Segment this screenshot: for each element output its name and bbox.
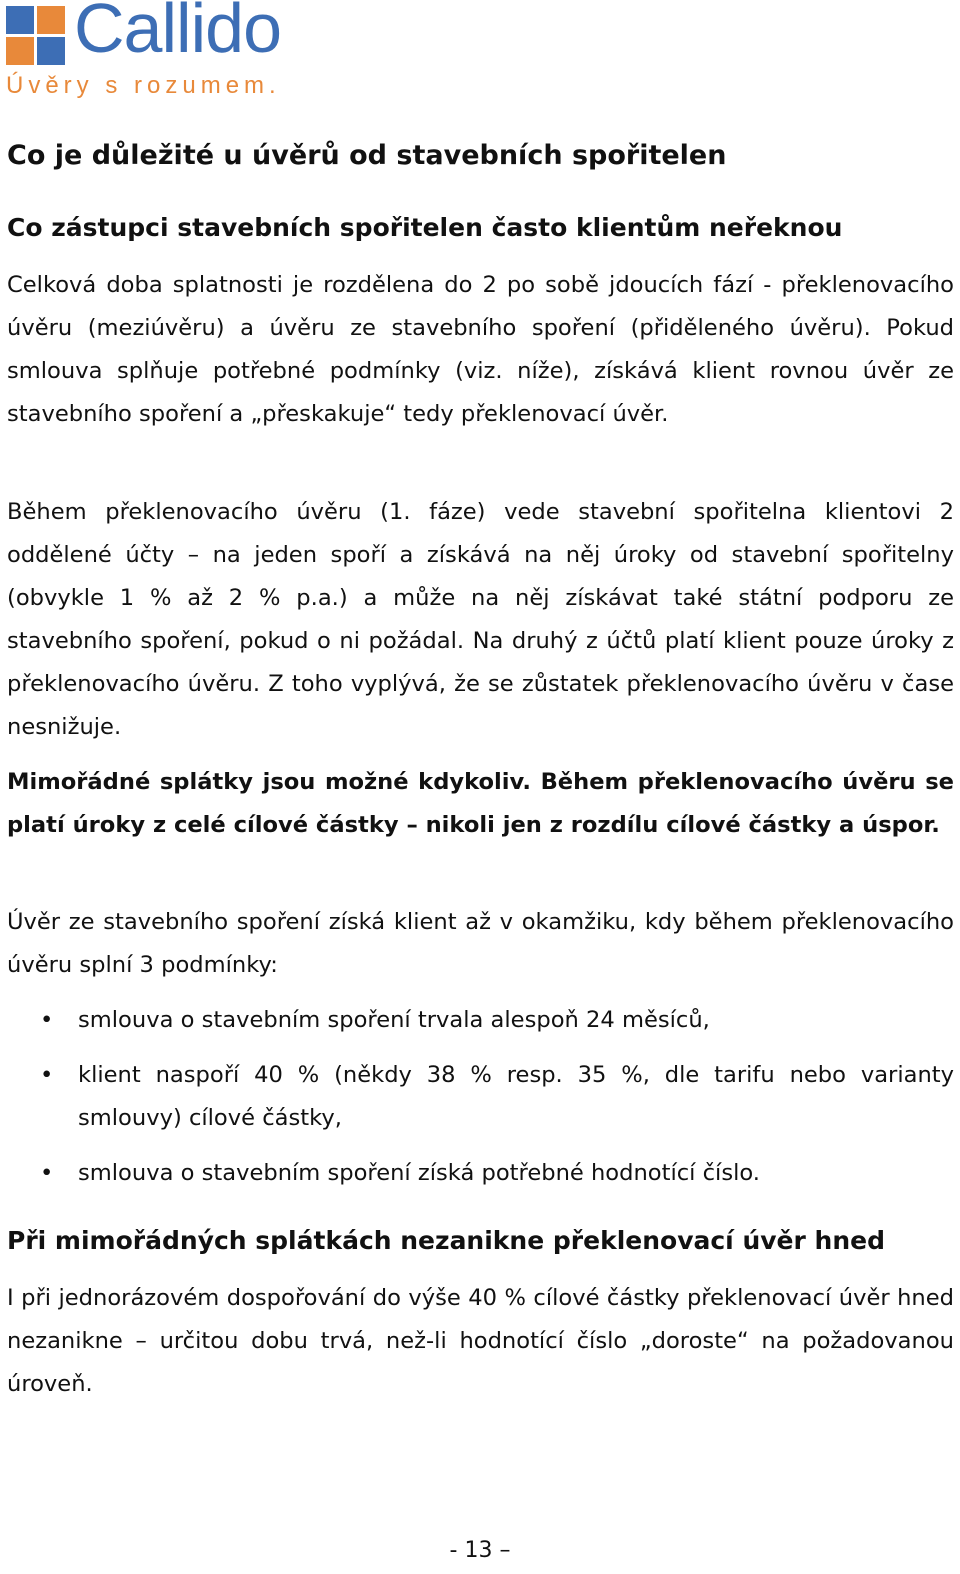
page-title: Co je důležité u úvěrů od stavebních spořitelen xyxy=(7,140,727,171)
logo-square xyxy=(37,37,65,65)
conditions-list xyxy=(7,999,954,1207)
list-item-text: smlouva o stavebním spoření trvala alespoň 24 měsíců, xyxy=(78,1007,710,1033)
list-item-text: smlouva o stavebním spoření získá potřebné hodnotící číslo. xyxy=(78,1160,760,1186)
list-item xyxy=(7,1054,954,1140)
bullet-icon: • xyxy=(40,1007,54,1033)
section-heading: Při mimořádných splátkách nezanikne překlenovací úvěr hned xyxy=(7,1226,885,1255)
logo-tagline: Úvěry s rozumem. xyxy=(6,72,281,99)
paragraph-extra-payments: Mimořádné splátky jsou možné kdykoliv. Během překlenovacího úvěru se platí úroky z celé cílové částky – nikoli jen z rozdílu cílové částky a úspor. xyxy=(7,769,954,838)
paragraph-loan-conditions: Úvěr ze stavebního spoření získá klient až v okamžiku, kdy během překlenovacího úvěru splní 3 podmínky: xyxy=(7,909,954,978)
logo-square xyxy=(37,6,65,34)
list-item xyxy=(7,1152,954,1195)
page-number: - 13 – xyxy=(449,1538,511,1563)
logo-square xyxy=(6,37,34,65)
paragraph-repayment-phases: Celková doba splatnosti je rozdělena do 2 po sobě jdoucích fází - překlenovacího úvěru (meziúvěru) a úvěru ze stavebního spoření (přiděleného úvěru). Pokud smlouva splňuje potřebné podmínky (viz. níže), získává klient rovnou úvěr ze stavebního spoření a „přeskakuje“ tedy překlenovací úvěr. xyxy=(7,272,954,427)
list-item-text: klient naspoří 40 % (někdy 38 % resp. 35 %, dle tarifu nebo varianty smlouvy) cílové částky, xyxy=(78,1062,954,1131)
bullet-icon: • xyxy=(40,1160,54,1186)
section-heading: Co zástupci stavebních spořitelen často klientům neřeknou xyxy=(7,213,843,242)
logo-square xyxy=(6,6,34,34)
bullet-icon: • xyxy=(40,1062,54,1088)
paragraph-one-time-saving: I při jednorázovém dospořování do výše 40 % cílové částky překlenovací úvěr hned nezanikne – určitou dobu trvá, než-li hodnotící číslo „doroste“ na požadovanou úroveň. xyxy=(7,1285,954,1397)
logo-squares-icon xyxy=(6,6,66,66)
list-item xyxy=(7,999,954,1042)
logo-name: Callido xyxy=(74,0,281,67)
paragraph-bridging-loan-accounts: Během překlenovacího úvěru (1. fáze) vede stavební spořitelna klientovi 2 oddělené účty – na jeden spoří a získává na něj úroky od stavební spořitelny (obvykle 1 % až 2 % p.a.) a může na něj získávat také státní podporu ze stavebního spoření, pokud o ni požádal. Na druhý z účtů platí klient pouze úroky z překlenovacího úvěru. Z toho vyplývá, že se zůstatek překlenovacího úvěru v čase nesnižuje. xyxy=(7,499,954,740)
callido-logo xyxy=(6,0,306,104)
